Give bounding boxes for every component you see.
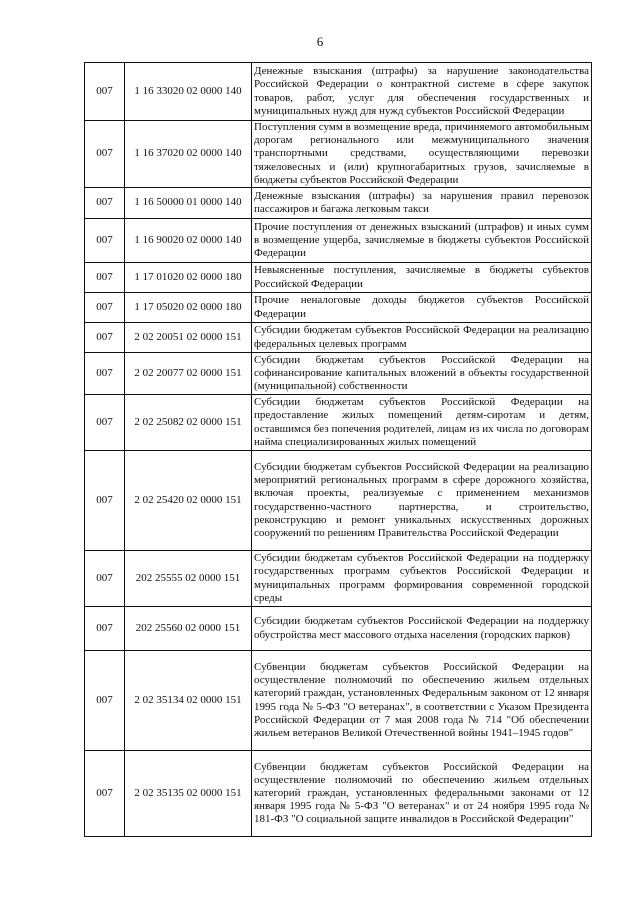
table-row [85, 607, 592, 651]
administrator-code-cell: 007 [85, 293, 125, 323]
administrator-code-cell: 007 [85, 607, 125, 651]
table-row [85, 353, 592, 395]
administrator-code-cell: 007 [85, 395, 125, 451]
budget-classification-code-cell: 1 17 05020 02 0000 180 [125, 293, 252, 323]
revenue-description-cell: Субсидии бюджетам субъектов Российской Федерации на предоставление жилых помещений детям-сиротам и детям, оставшимся без попечения родителей, лицам из их числа по договорам найма специализированных жилых помещений [252, 395, 592, 451]
revenue-description-cell: Поступления сумм в возмещение вреда, причиняемого автомобильным дорогам регионального или межмуниципального значения транспортными средствами, осуществляющими перевозки тяжеловесных и (или) крупногабаритных грузов, зачисляемые в бюджеты субъектов Российской Федерации [252, 121, 592, 188]
revenue-codes-table [84, 62, 592, 837]
table-row [85, 323, 592, 353]
budget-classification-code-cell: 1 16 90020 02 0000 140 [125, 219, 252, 263]
revenue-description-cell: Субсидии бюджетам субъектов Российской Федерации на реализацию федеральных целевых программ [252, 323, 592, 353]
revenue-description-cell: Денежные взыскания (штрафы) за нарушения правил перевозок пассажиров и багажа легковым такси [252, 188, 592, 219]
revenue-description-cell: Прочие неналоговые доходы бюджетов субъектов Российской Федерации [252, 293, 592, 323]
table-row [85, 63, 592, 121]
revenue-description-cell: Денежные взыскания (штрафы) за нарушение законодательства Российской Федерации о контрактной системе в сфере закупок товаров, работ, услуг для обеспечения государственных и муниципальных нужд для нужд субъектов Российской Федерации [252, 63, 592, 121]
budget-classification-code-cell: 202 25560 02 0000 151 [125, 607, 252, 651]
budget-classification-code-cell: 2 02 35135 02 0000 151 [125, 751, 252, 837]
table-row [85, 551, 592, 607]
administrator-code-cell: 007 [85, 63, 125, 121]
administrator-code-cell: 007 [85, 263, 125, 293]
revenue-description-cell: Субвенции бюджетам субъектов Российской Федерации на осуществление полномочий по обеспечению жильем отдельных категорий граждан, установленных Федеральным законом от 12 января 1995 года № 5-ФЗ "О ветеранах", в соответствии с Указом Президента Российской Федерации от 7 мая 2008 года № 714 "Об обеспечении жильем ветеранов Великой Отечественной войны 1941–1945 годов" [252, 651, 592, 751]
revenue-description-cell: Субвенции бюджетам субъектов Российской Федерации на осуществление полномочий по обеспечению жильем отдельных категорий граждан, установленных федеральными законами от 12 января 1995 года № 5-ФЗ "О ветеранах" и от 24 ноября 1995 года № 181-ФЗ "О социальной защите инвалидов в Российской Федерации" [252, 751, 592, 837]
revenue-description-cell: Субсидии бюджетам субъектов Российской Федерации на поддержку государственных программ субъектов Российской Федерации и муниципальных программ формирования современной городской среды [252, 551, 592, 607]
budget-classification-code-cell: 202 25555 02 0000 151 [125, 551, 252, 607]
administrator-code-cell: 007 [85, 353, 125, 395]
budget-classification-code-cell: 2 02 20051 02 0000 151 [125, 323, 252, 353]
administrator-code-cell: 007 [85, 323, 125, 353]
administrator-code-cell: 007 [85, 188, 125, 219]
budget-classification-code-cell: 2 02 25420 02 0000 151 [125, 451, 252, 551]
administrator-code-cell: 007 [85, 219, 125, 263]
revenue-description-cell: Прочие поступления от денежных взысканий (штрафов) и иных сумм в возмещение ущерба, зачисляемые в бюджеты субъектов Российской Федерации [252, 219, 592, 263]
table-row [85, 751, 592, 837]
budget-classification-code-cell: 1 16 33020 02 0000 140 [125, 63, 252, 121]
revenue-description-cell: Субсидии бюджетам субъектов Российской Федерации на софинансирование капитальных вложений в объекты государственной (муниципальной) собственности [252, 353, 592, 395]
table-row [85, 219, 592, 263]
budget-classification-code-cell: 2 02 20077 02 0000 151 [125, 353, 252, 395]
revenue-description-cell: Невыясненные поступления, зачисляемые в бюджеты субъектов Российской Федерации [252, 263, 592, 293]
table-body [85, 63, 592, 837]
table-row [85, 121, 592, 188]
budget-classification-code-cell: 1 17 01020 02 0000 180 [125, 263, 252, 293]
administrator-code-cell: 007 [85, 651, 125, 751]
revenue-description-cell: Субсидии бюджетам субъектов Российской Федерации на реализацию мероприятий региональных программ в сфере дорожного хозяйства, включая проекты, реализуемые с применением механизмов государственно-частного партнерства, и строительство, реконструкцию и ремонт уникальных искусственных дорожных сооружений по решениям Правительства Российской Федерации [252, 451, 592, 551]
table-row [85, 451, 592, 551]
table-row [85, 263, 592, 293]
administrator-code-cell: 007 [85, 121, 125, 188]
table-row [85, 293, 592, 323]
budget-classification-code-cell: 2 02 35134 02 0000 151 [125, 651, 252, 751]
budget-classification-code-cell: 2 02 25082 02 0000 151 [125, 395, 252, 451]
table-row [85, 395, 592, 451]
administrator-code-cell: 007 [85, 551, 125, 607]
administrator-code-cell: 007 [85, 451, 125, 551]
table-row [85, 188, 592, 219]
table-row [85, 651, 592, 751]
budget-classification-code-cell: 1 16 37020 02 0000 140 [125, 121, 252, 188]
budget-classification-code-cell: 1 16 50000 01 0000 140 [125, 188, 252, 219]
revenue-description-cell: Субсидии бюджетам субъектов Российской Федерации на поддержку обустройства мест массового отдыха населения (городских парков) [252, 607, 592, 651]
page-number: 6 [316, 34, 324, 49]
administrator-code-cell: 007 [85, 751, 125, 837]
